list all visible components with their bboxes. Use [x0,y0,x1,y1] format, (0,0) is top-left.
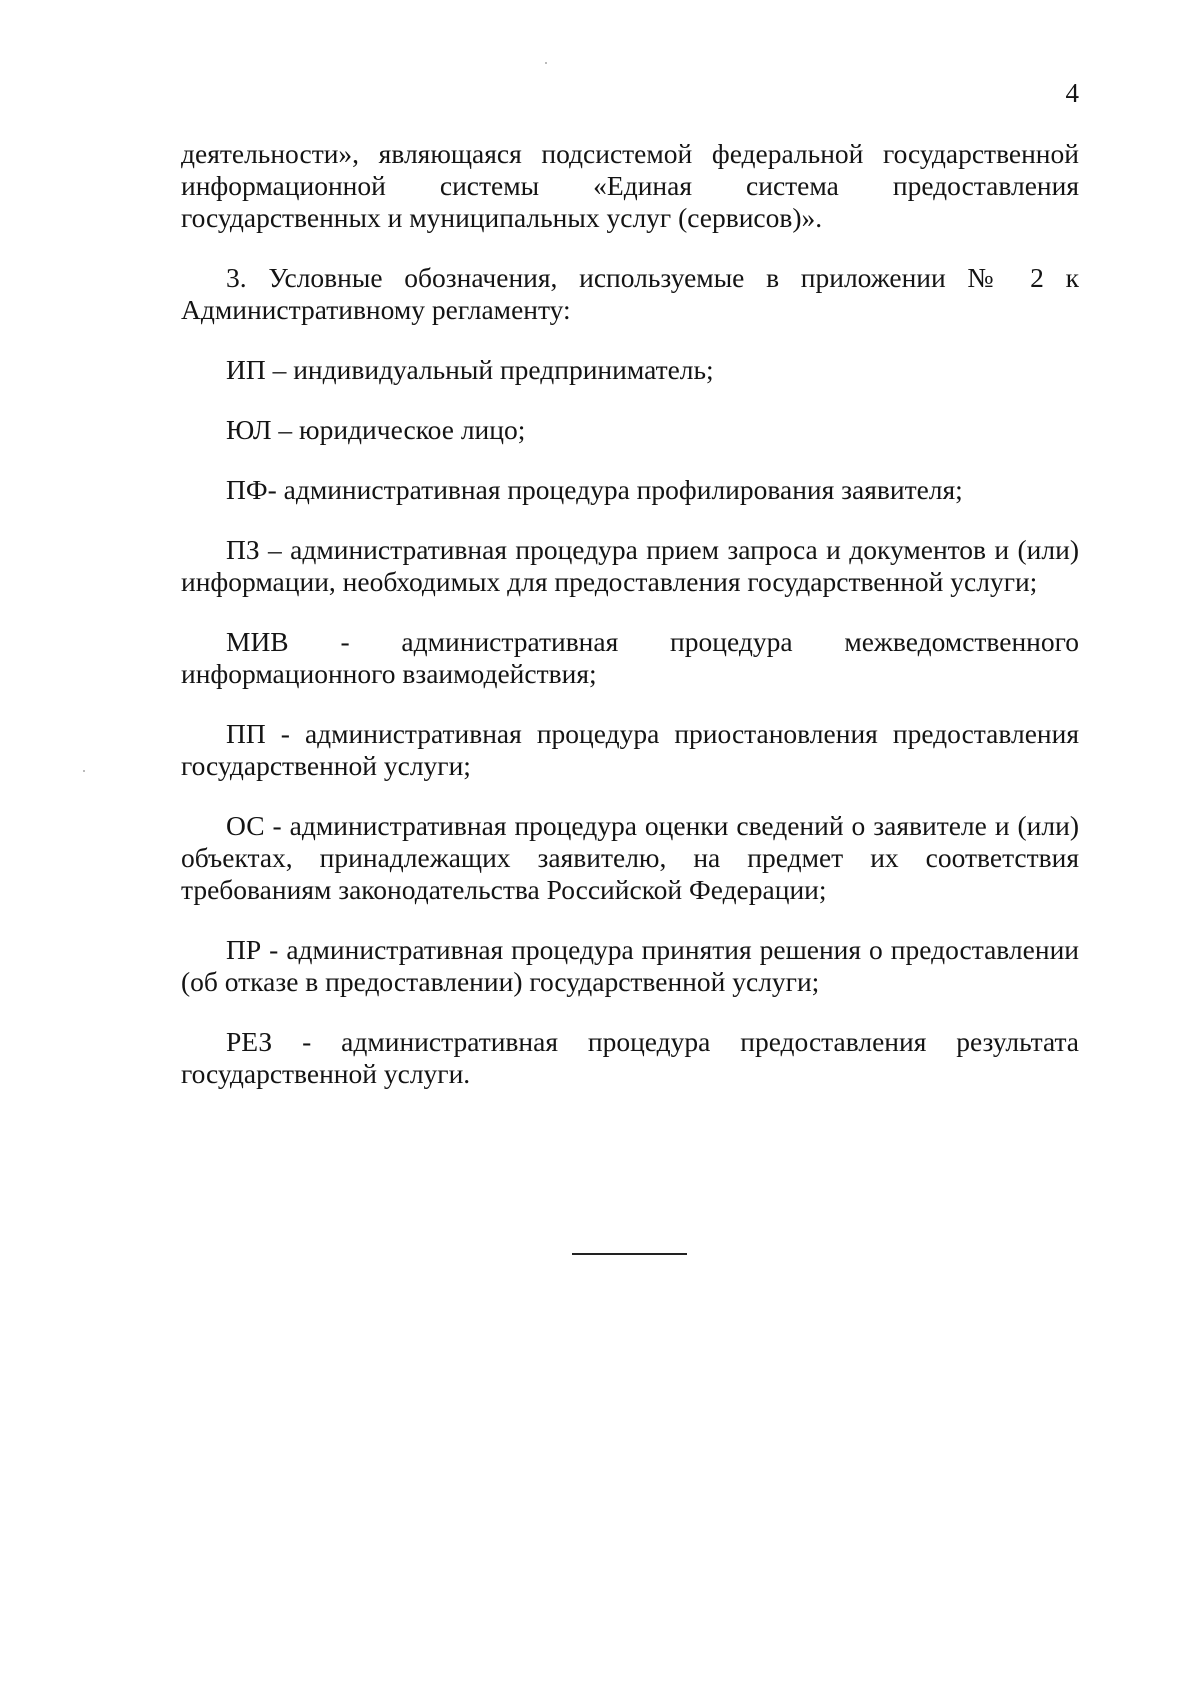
page-number: 4 [1065,78,1079,108]
paragraph-intro-continuation: деятельности», являющаяся подсистемой федеральной государственной информационной системы «Единая система предоставления государственных и муниципальных услуг (сервисов)». [181,138,1079,233]
paragraph-rez: РЕЗ - административная процедура предоставления результата государственной услуги. [181,1026,1079,1089]
paragraph-yul: ЮЛ – юридическое лицо; [226,414,526,445]
document-body [181,138,1079,1118]
paragraph-ip: ИП – индивидуальный предприниматель; [226,354,714,385]
paragraph-os: ОС - административная процедура оценки сведений о заявителе и (или) объектах, принадлежащих заявителю, на предмет их соответствия требованиям законодательства Российской Федерации; [181,810,1079,905]
paragraph-pz: ПЗ – административная процедура прием запроса и документов и (или) информации, необходимых для предоставления государственной услуги; [181,534,1079,597]
paragraph-legend-heading: 3. Условные обозначения, используемые в приложении № 2 к Административному регламенту: [181,262,1079,325]
paragraph-pp: ПП - административная процедура приостановления предоставления государственной услуги; [181,718,1079,781]
end-of-document-rule [572,1253,687,1255]
paragraph-pf: ПФ- административная процедура профилирования заявителя; [226,474,963,505]
paragraph-pr: ПР - административная процедура принятия решения о предоставлении (об отказе в предоставлении) государственной услуги; [181,934,1079,997]
scan-speck [83,770,85,772]
paragraph-miv: МИВ - административная процедура межведомственного информационного взаимодействия; [181,626,1079,689]
scan-speck [545,62,547,64]
